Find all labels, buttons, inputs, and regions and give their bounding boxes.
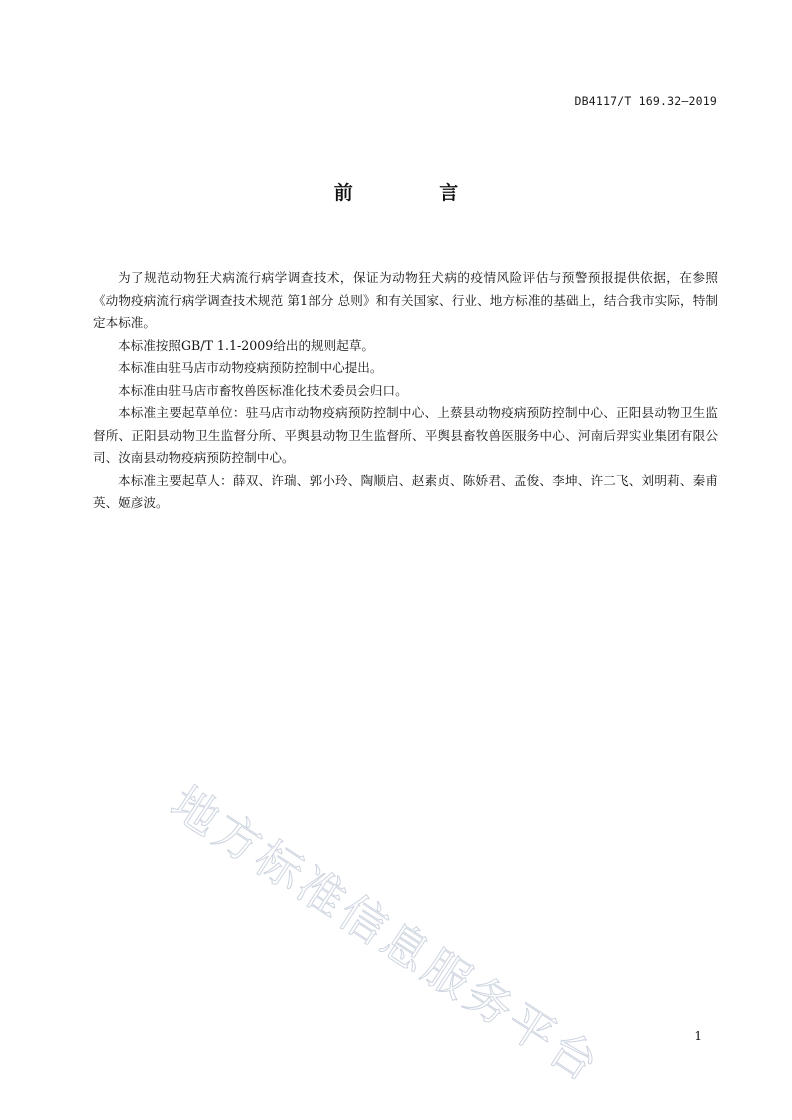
paragraph-administration: 本标准由驻马店市畜牧兽医标准化技术委员会归口。: [118, 382, 408, 398]
watermark: 地方标准信息服务平台: [161, 775, 611, 1094]
page-title: 前 言: [333, 182, 499, 204]
paragraph-drafting-units: 本标准主要起草单位：驻马店市动物疫病预防控制中心、上蔡县动物疫病预防控制中心、正阳县动物卫生监督所、正阳县动物卫生监督分所、平舆县动物卫生监督所、平舆县畜牧兽医服务中心、河南后羿实业集团有限公司、汝南县动物疫病预防控制中心。: [93, 405, 718, 465]
paragraph-proposer: 本标准由驻马店市动物疫病预防控制中心提出。: [118, 360, 383, 375]
page-number: 1: [694, 1029, 702, 1043]
preface-body: [93, 267, 718, 515]
paragraph-drafters: 本标准主要起草人：薛双、许瑞、郭小玲、陶顺启、赵素贞、陈娇君、孟俊、李坤、许二飞、刘明莉、秦甫英、姬彦波。: [93, 472, 718, 510]
paragraph-purpose: 为了规范动物狂犬病流行病学调查技术，保证为动物狂犬病的疫情风险评估与预警预报提供依据，在参照《动物疫病流行病学调查技术规范 第1部分 总则》和有关国家、行业、地方标准的基础上，结合我市实际，特制定本标准。: [93, 270, 718, 330]
paragraph-drafting-rules: 本标准按照GB/T 1.1-2009给出的规则起草。: [118, 337, 375, 353]
standard-code: DB4117/T 169.32—2019: [574, 94, 717, 108]
